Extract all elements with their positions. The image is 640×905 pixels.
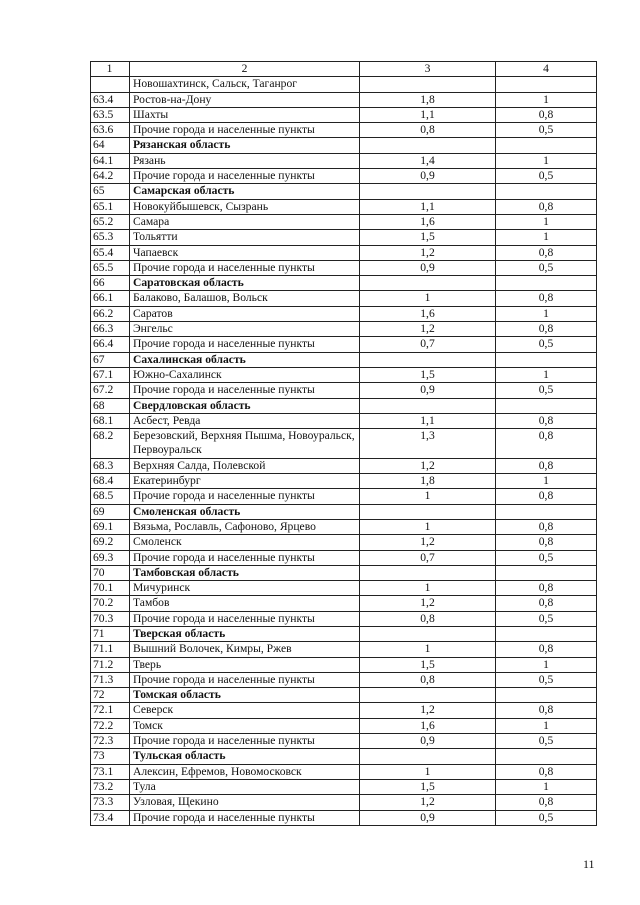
table-row — [91, 291, 597, 306]
coefficient-cell-3 — [360, 504, 496, 519]
row-number-cell: 63.6 — [91, 123, 130, 138]
coefficient-cell-4: 0,5 — [496, 611, 597, 626]
row-number-cell: 64 — [91, 138, 130, 153]
table-row — [91, 214, 597, 229]
coefficient-cell-3: 1 — [360, 291, 496, 306]
coefficient-cell-3 — [360, 184, 496, 199]
region-row — [91, 276, 597, 291]
table-row — [91, 795, 597, 810]
row-name-cell: Рязань — [130, 153, 360, 168]
table-body — [91, 62, 597, 826]
row-name-cell: Тамбовская область — [130, 565, 360, 580]
row-number-cell: 67.2 — [91, 383, 130, 398]
coefficient-cell-4: 0,5 — [496, 734, 597, 749]
row-name-cell: Смоленск — [130, 535, 360, 550]
coefficient-cell-3: 1,5 — [360, 230, 496, 245]
coefficient-cell-4 — [496, 504, 597, 519]
region-row — [91, 352, 597, 367]
coefficient-cell-4: 1 — [496, 718, 597, 733]
row-number-cell: 71.2 — [91, 657, 130, 672]
row-number-cell: 73.4 — [91, 810, 130, 825]
coefficient-cell-3: 1,8 — [360, 92, 496, 107]
row-number-cell — [91, 77, 130, 92]
table-row — [91, 458, 597, 473]
coefficient-cell-4: 0,8 — [496, 107, 597, 122]
table-row — [91, 489, 597, 504]
coefficient-cell-3: 1,5 — [360, 657, 496, 672]
coefficient-cell-3 — [360, 77, 496, 92]
coefficient-cell-4: 0,8 — [496, 199, 597, 214]
table-row — [91, 199, 597, 214]
coefficient-cell-4: 0,5 — [496, 260, 597, 275]
coefficient-cell-4: 0,8 — [496, 458, 597, 473]
coefficient-cell-3 — [360, 352, 496, 367]
coefficient-cell-3: 1,2 — [360, 245, 496, 260]
row-number-cell: 66 — [91, 276, 130, 291]
coefficient-cell-3: 1,1 — [360, 107, 496, 122]
table-row — [91, 764, 597, 779]
row-number-cell: 73.1 — [91, 764, 130, 779]
coefficient-cell-3: 1,8 — [360, 474, 496, 489]
coefficient-cell-4: 0,8 — [496, 519, 597, 534]
coefficient-cell-3: 1 — [360, 642, 496, 657]
table-row — [91, 77, 597, 92]
row-number-cell: 70.1 — [91, 581, 130, 596]
table-row — [91, 260, 597, 275]
coefficient-cell-4: 1 — [496, 367, 597, 382]
coefficient-cell-3: 0,9 — [360, 383, 496, 398]
header-cell-3: 3 — [360, 62, 496, 77]
coefficient-cell-4: 0,5 — [496, 672, 597, 687]
row-number-cell: 71 — [91, 626, 130, 641]
row-number-cell: 65.3 — [91, 230, 130, 245]
coefficient-cell-3: 1,1 — [360, 199, 496, 214]
coefficient-cell-3: 1,2 — [360, 322, 496, 337]
coefficient-cell-3 — [360, 276, 496, 291]
row-name-cell: Тольятти — [130, 230, 360, 245]
row-name-cell: Прочие города и населенные пункты — [130, 260, 360, 275]
coefficient-cell-3: 1,6 — [360, 214, 496, 229]
coefficient-cell-4 — [496, 184, 597, 199]
table-row — [91, 169, 597, 184]
row-number-cell: 67.1 — [91, 367, 130, 382]
row-name-cell: Энгельс — [130, 322, 360, 337]
row-name-cell: Верхняя Салда, Полевской — [130, 458, 360, 473]
table-row — [91, 642, 597, 657]
row-name-cell: Смоленская область — [130, 504, 360, 519]
row-number-cell: 64.2 — [91, 169, 130, 184]
coefficient-cell-4 — [496, 749, 597, 764]
coefficient-cell-3: 1,6 — [360, 306, 496, 321]
coefficient-cell-4: 0,8 — [496, 581, 597, 596]
row-number-cell: 68 — [91, 398, 130, 413]
row-name-cell: Саратов — [130, 306, 360, 321]
row-name-cell: Чапаевск — [130, 245, 360, 260]
table-row — [91, 383, 597, 398]
row-name-cell: Асбест, Ревда — [130, 413, 360, 428]
coefficient-cell-4 — [496, 626, 597, 641]
region-row — [91, 688, 597, 703]
row-name-cell: Балаково, Балашов, Вольск — [130, 291, 360, 306]
region-row — [91, 565, 597, 580]
coefficient-cell-3: 0,9 — [360, 734, 496, 749]
row-number-cell: 68.2 — [91, 429, 130, 459]
header-cell-1: 1 — [91, 62, 130, 77]
row-number-cell: 70.3 — [91, 611, 130, 626]
row-name-cell: Прочие города и населенные пункты — [130, 123, 360, 138]
coefficient-cell-4: 0,8 — [496, 245, 597, 260]
table-row — [91, 123, 597, 138]
table-row — [91, 535, 597, 550]
table-row — [91, 153, 597, 168]
table-row — [91, 474, 597, 489]
row-name-cell: Прочие города и населенные пункты — [130, 810, 360, 825]
region-row — [91, 626, 597, 641]
row-name-cell: Самара — [130, 214, 360, 229]
row-number-cell: 68.5 — [91, 489, 130, 504]
coefficient-cell-3 — [360, 565, 496, 580]
row-name-cell: Прочие города и населенные пункты — [130, 550, 360, 565]
row-number-cell: 73.3 — [91, 795, 130, 810]
coefficient-cell-4: 0,8 — [496, 322, 597, 337]
coefficient-cell-4: 1 — [496, 153, 597, 168]
table-row — [91, 337, 597, 352]
region-row — [91, 138, 597, 153]
row-name-cell: Прочие города и населенные пункты — [130, 383, 360, 398]
coefficient-cell-4: 1 — [496, 657, 597, 672]
row-number-cell: 68.4 — [91, 474, 130, 489]
row-number-cell: 69.2 — [91, 535, 130, 550]
coefficient-cell-4: 0,5 — [496, 550, 597, 565]
row-number-cell: 68.1 — [91, 413, 130, 428]
row-name-cell: Мичуринск — [130, 581, 360, 596]
coefficient-cell-4: 1 — [496, 306, 597, 321]
table-row — [91, 230, 597, 245]
row-number-cell: 73.2 — [91, 779, 130, 794]
coefficient-cell-3 — [360, 398, 496, 413]
row-number-cell: 72.1 — [91, 703, 130, 718]
row-number-cell: 65.2 — [91, 214, 130, 229]
coefficient-cell-3: 0,7 — [360, 337, 496, 352]
table-row — [91, 367, 597, 382]
row-number-cell: 65 — [91, 184, 130, 199]
coefficient-cell-4 — [496, 352, 597, 367]
coefficient-cell-4: 0,5 — [496, 169, 597, 184]
table-row — [91, 657, 597, 672]
coefficient-cell-3: 0,9 — [360, 810, 496, 825]
table-row — [91, 322, 597, 337]
coefficient-cell-4: 1 — [496, 214, 597, 229]
row-name-cell: Томск — [130, 718, 360, 733]
row-name-cell: Северск — [130, 703, 360, 718]
coefficient-cell-4: 0,8 — [496, 429, 597, 459]
row-number-cell: 69.3 — [91, 550, 130, 565]
row-name-cell: Тульская область — [130, 749, 360, 764]
row-name-cell: Вязьма, Рославль, Сафоново, Ярцево — [130, 519, 360, 534]
row-name-cell: Узловая, Щекино — [130, 795, 360, 810]
coefficient-cell-3: 1,2 — [360, 795, 496, 810]
row-name-cell: Прочие города и населенные пункты — [130, 489, 360, 504]
row-name-cell: Тула — [130, 779, 360, 794]
coefficient-cell-3: 0,9 — [360, 169, 496, 184]
coefficient-cell-3: 1,6 — [360, 718, 496, 733]
row-name-cell: Тамбов — [130, 596, 360, 611]
table-row — [91, 429, 597, 459]
coefficient-cell-3: 1 — [360, 519, 496, 534]
table-row — [91, 596, 597, 611]
coefficient-cell-4: 1 — [496, 474, 597, 489]
coefficient-cell-4: 0,8 — [496, 535, 597, 550]
coefficient-cell-3 — [360, 749, 496, 764]
table-row — [91, 245, 597, 260]
coefficient-cell-3 — [360, 138, 496, 153]
row-name-cell: Самарская область — [130, 184, 360, 199]
coefficient-cell-3: 1 — [360, 764, 496, 779]
row-number-cell: 66.2 — [91, 306, 130, 321]
row-name-cell: Рязанская область — [130, 138, 360, 153]
row-number-cell: 66.1 — [91, 291, 130, 306]
table-row — [91, 779, 597, 794]
coefficient-cell-4: 0,8 — [496, 413, 597, 428]
table-row — [91, 413, 597, 428]
coefficient-cell-3 — [360, 626, 496, 641]
row-name-cell: Прочие города и населенные пункты — [130, 169, 360, 184]
page-number: 11 — [583, 857, 595, 871]
table-row — [91, 734, 597, 749]
row-number-cell: 65.5 — [91, 260, 130, 275]
coefficient-cell-3: 0,7 — [360, 550, 496, 565]
row-name-cell: Сахалинская область — [130, 352, 360, 367]
coefficient-cell-3: 1,5 — [360, 779, 496, 794]
table-row — [91, 672, 597, 687]
table-header-row — [91, 62, 597, 77]
region-row — [91, 398, 597, 413]
row-name-cell: Алексин, Ефремов, Новомосковск — [130, 764, 360, 779]
coefficients-table — [90, 61, 597, 826]
coefficient-cell-3: 0,8 — [360, 123, 496, 138]
coefficient-cell-3: 0,8 — [360, 611, 496, 626]
coefficient-cell-3: 1,3 — [360, 429, 496, 459]
coefficient-cell-3: 0,9 — [360, 260, 496, 275]
row-number-cell: 66.4 — [91, 337, 130, 352]
row-name-cell: Ростов-на-Дону — [130, 92, 360, 107]
coefficient-cell-3: 1,2 — [360, 596, 496, 611]
coefficient-cell-4 — [496, 138, 597, 153]
coefficient-cell-3: 1 — [360, 489, 496, 504]
coefficient-cell-3: 1,2 — [360, 458, 496, 473]
row-number-cell: 70 — [91, 565, 130, 580]
coefficient-cell-3: 1,1 — [360, 413, 496, 428]
coefficient-cell-4 — [496, 565, 597, 580]
row-name-cell: Саратовская область — [130, 276, 360, 291]
row-name-cell: Южно-Сахалинск — [130, 367, 360, 382]
region-row — [91, 504, 597, 519]
row-number-cell: 64.1 — [91, 153, 130, 168]
row-name-cell: Прочие города и населенные пункты — [130, 672, 360, 687]
coefficient-cell-3: 1,2 — [360, 703, 496, 718]
row-number-cell: 70.2 — [91, 596, 130, 611]
row-number-cell: 65.1 — [91, 199, 130, 214]
table-row — [91, 581, 597, 596]
coefficient-cell-4: 1 — [496, 230, 597, 245]
row-name-cell: Томская область — [130, 688, 360, 703]
coefficient-cell-4: 0,8 — [496, 703, 597, 718]
coefficient-cell-4 — [496, 688, 597, 703]
coefficient-cell-4: 0,5 — [496, 337, 597, 352]
row-name-cell: Тверская область — [130, 626, 360, 641]
coefficient-cell-4: 1 — [496, 779, 597, 794]
region-row — [91, 184, 597, 199]
row-number-cell: 73 — [91, 749, 130, 764]
coefficient-cell-4: 0,8 — [496, 795, 597, 810]
row-name-cell: Тверь — [130, 657, 360, 672]
table-row — [91, 550, 597, 565]
row-number-cell: 71.3 — [91, 672, 130, 687]
row-name-cell: Березовский, Верхняя Пышма, Новоуральск, Первоуральск — [130, 429, 360, 459]
row-name-cell: Свердловская область — [130, 398, 360, 413]
table-row — [91, 611, 597, 626]
coefficient-cell-4: 0,8 — [496, 489, 597, 504]
row-name-cell: Новошахтинск, Сальск, Таганрог — [130, 77, 360, 92]
coefficient-cell-3: 1,2 — [360, 535, 496, 550]
coefficient-cell-4: 0,8 — [496, 764, 597, 779]
table-row — [91, 718, 597, 733]
coefficient-cell-4 — [496, 77, 597, 92]
region-row — [91, 749, 597, 764]
table-row — [91, 107, 597, 122]
coefficient-cell-3: 1,4 — [360, 153, 496, 168]
coefficient-cell-3: 0,8 — [360, 672, 496, 687]
table-row — [91, 519, 597, 534]
coefficient-cell-3 — [360, 688, 496, 703]
row-number-cell: 66.3 — [91, 322, 130, 337]
row-number-cell: 69.1 — [91, 519, 130, 534]
coefficient-cell-4: 0,5 — [496, 810, 597, 825]
row-number-cell: 71.1 — [91, 642, 130, 657]
row-name-cell: Шахты — [130, 107, 360, 122]
row-name-cell: Вышний Волочек, Кимры, Ржев — [130, 642, 360, 657]
row-name-cell: Прочие города и населенные пункты — [130, 734, 360, 749]
header-cell-2: 2 — [130, 62, 360, 77]
coefficient-cell-4: 0,8 — [496, 291, 597, 306]
coefficient-cell-3: 1 — [360, 581, 496, 596]
row-number-cell: 67 — [91, 352, 130, 367]
row-number-cell: 69 — [91, 504, 130, 519]
row-number-cell: 63.4 — [91, 92, 130, 107]
row-name-cell: Прочие города и населенные пункты — [130, 337, 360, 352]
row-number-cell: 72.2 — [91, 718, 130, 733]
table-row — [91, 306, 597, 321]
coefficient-cell-4: 0,5 — [496, 383, 597, 398]
table-row — [91, 810, 597, 825]
row-name-cell: Новокуйбышевск, Сызрань — [130, 199, 360, 214]
header-cell-4: 4 — [496, 62, 597, 77]
table-row — [91, 703, 597, 718]
row-number-cell: 68.3 — [91, 458, 130, 473]
row-name-cell: Прочие города и населенные пункты — [130, 611, 360, 626]
row-number-cell: 65.4 — [91, 245, 130, 260]
coefficient-cell-4: 0,8 — [496, 596, 597, 611]
coefficient-cell-3: 1,5 — [360, 367, 496, 382]
coefficient-cell-4: 0,8 — [496, 642, 597, 657]
coefficient-cell-4: 0,5 — [496, 123, 597, 138]
table-row — [91, 92, 597, 107]
coefficient-cell-4 — [496, 276, 597, 291]
row-number-cell: 63.5 — [91, 107, 130, 122]
row-number-cell: 72 — [91, 688, 130, 703]
coefficient-cell-4: 1 — [496, 92, 597, 107]
row-number-cell: 72.3 — [91, 734, 130, 749]
row-name-cell: Екатеринбург — [130, 474, 360, 489]
coefficient-cell-4 — [496, 398, 597, 413]
